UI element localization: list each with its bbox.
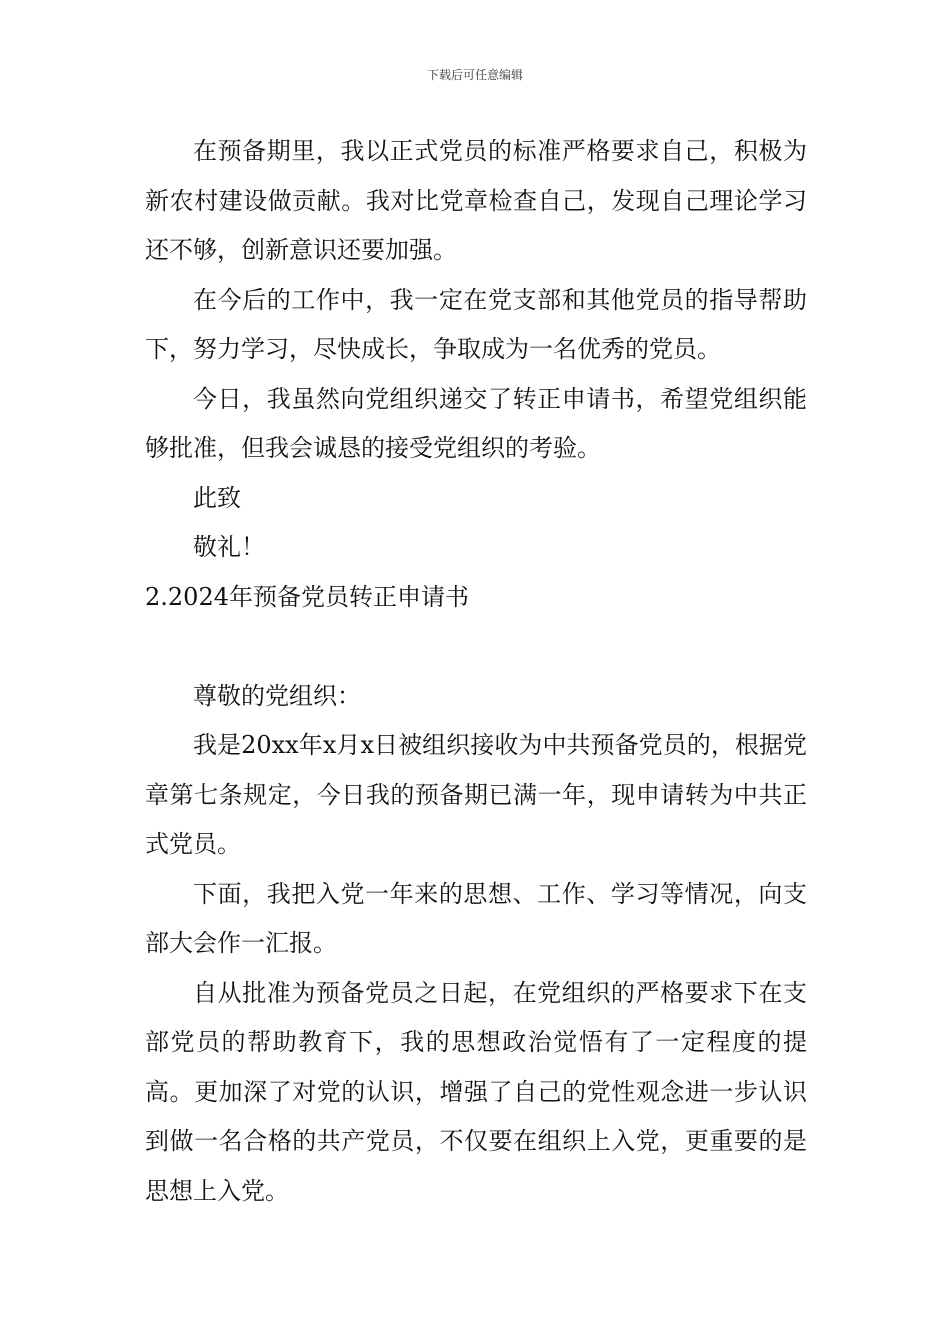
paragraph-probation-self-check: 在预备期里，我以正式党员的标准严格要求自己，积极为新农村建设做贡献。我对比党章检查自己，发现自己理论学习还不够，创新意识还要加强。 — [145, 137, 807, 264]
paragraph-future-work: 在今后的工作中，我一定在党支部和其他党员的指导帮助下，努力学习，尽快成长，争取成为一名优秀的党员。 — [145, 285, 807, 363]
paragraph-report-intro: 下面，我把入党一年来的思想、工作、学习等情况，向支部大会作一汇报。 — [145, 879, 807, 957]
closing-salute-line1: 此致 — [193, 483, 241, 512]
paragraph-thought-progress: 自从批准为预备党员之日起，在党组织的严格要求下在支部党员的帮助教育下，我的思想政治觉悟有了一定程度的提高。更加深了对党的认识，增强了自己的党性观念进一步认识到做一名合格的共产党员，不仅要在组织上入党，更重要的是思想上入党。 — [145, 978, 807, 1205]
salutation: 尊敬的党组织： — [193, 681, 361, 710]
header-note: 下载后可任意编辑 — [426, 68, 523, 82]
section-title: 2.2024年预备党员转正申请书 — [145, 582, 469, 611]
document-body — [145, 127, 807, 1216]
paragraph-submission: 今日，我虽然向党组织递交了转正申请书，希望党组织能够批准，但我会诚恳的接受党组织的考验。 — [145, 384, 807, 462]
blank-line — [145, 622, 807, 672]
closing-salute-line2: 敬礼！ — [193, 533, 265, 561]
paragraph-introduction: 我是20xx年x月x日被组织接收为中共预备党员的，根据党章第七条规定，今日我的预备期已满一年，现申请转为中共正式党员。 — [145, 731, 807, 858]
